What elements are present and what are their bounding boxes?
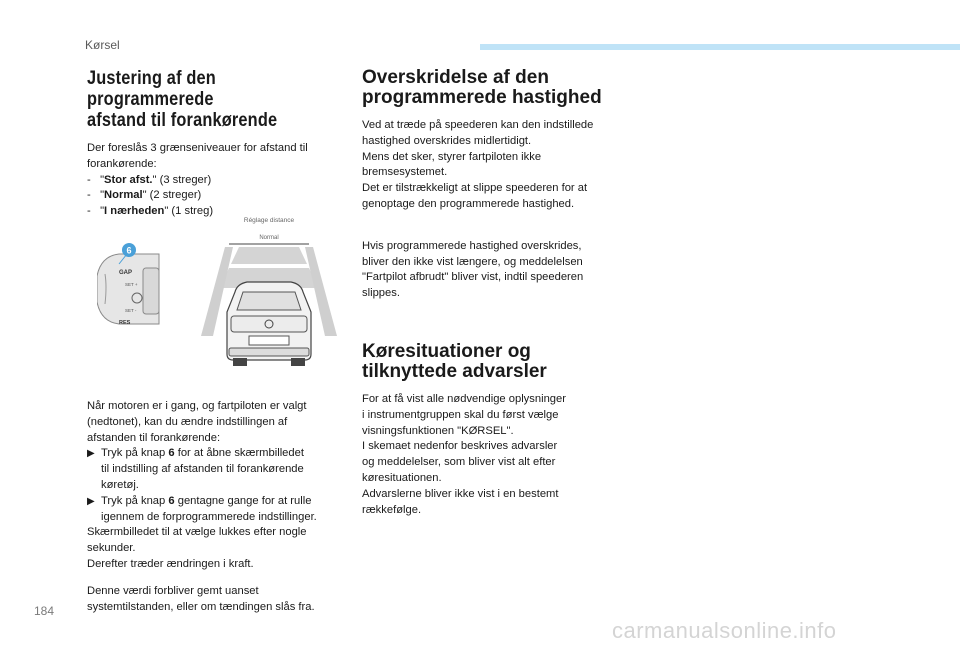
cruise-stalk <box>97 254 159 326</box>
arrow-icon: ▶ <box>87 495 95 507</box>
distance-illustration <box>97 212 341 368</box>
svg-text:Normal: Normal <box>259 235 279 241</box>
svg-text:SET +: SET + <box>125 282 138 287</box>
step-item: ▶ Tryk på knap 6 gentagne gange for at rulle igennem de forprogrammerede indstillinger. <box>87 494 349 526</box>
overspeed-title: Overskridelse af den programmerede hastighed <box>362 67 602 108</box>
svg-text:Réglage distance: Réglage distance <box>243 217 295 224</box>
settings-text: Når motoren er i gang, og fartpiloten er valgt (nedtonet), kan du ændre indstillingen af afstanden til forankørende: <box>87 399 307 444</box>
svg-text:6: 6 <box>126 245 132 256</box>
warnings-title: Køresituationer og tilknyttede advarsler <box>362 340 547 382</box>
intro-text: Der foreslås 3 grænseniveauer for afstand til forankørende: <box>87 142 308 170</box>
overspeed-text-2: Hvis programmerede hastighed overskrides, bliver den ikke vist længere, og meddelelsen "Fartpilot afbrudt" bliver vist, indtil speederen slippes. <box>362 239 584 300</box>
level-item: - "Stor afst." (3 streger) <box>87 173 212 186</box>
illustration-svg <box>97 212 341 368</box>
step-item: ▶ Tryk på knap 6 for at åbne skærmbilledet til indstilling af afstanden til forankørende køretøj. <box>87 446 349 493</box>
page-number: 184 <box>34 604 55 618</box>
distance-screen <box>201 217 337 366</box>
left-title: Justering af den programmerede afstand til forankørende <box>87 68 278 131</box>
header-bar <box>480 44 960 50</box>
section-header: Kørsel <box>85 38 120 52</box>
closing-text: Skærmbilledet til at vælge lukkes efter nogle sekunder. Derefter træder ændringen i kraft. <box>87 526 307 570</box>
memory-text: Denne værdi forbliver gemt uanset systemtilstanden, eller om tændingen slås fra. <box>87 584 315 613</box>
overspeed-text: Ved at træde på speederen kan den indstillede hastighed overskrides midlertidigt. Mens det sker, styrer fartpiloten ikke bremsesystemet. Det er tilstrækkeligt at slippe speederen for at genoptage den programmerede hastighed. <box>362 119 594 210</box>
arrow-icon: ▶ <box>87 448 95 460</box>
level-item: - "I nærheden" (1 streg) <box>87 205 214 218</box>
svg-text:RES: RES <box>119 320 131 326</box>
right-column <box>362 68 632 518</box>
level-item: - "Normal" (2 streger) <box>87 189 202 202</box>
warnings-text: For at få vist alle nødvendige oplysninger i instrumentgruppen skal du først vælge visningsfunktionen "KØRSEL". I skemaet nedenfor beskrives advarsler og meddelelser, som bliver vist alt efter køresituationen. Advarslerne bliver ikke vist i en bestemt rækkefølge. <box>362 392 566 516</box>
car-illustration <box>227 282 311 366</box>
svg-text:GAP: GAP <box>119 270 133 276</box>
watermark: carmanualsonline.info <box>612 618 837 643</box>
svg-text:SET -: SET - <box>125 308 137 313</box>
